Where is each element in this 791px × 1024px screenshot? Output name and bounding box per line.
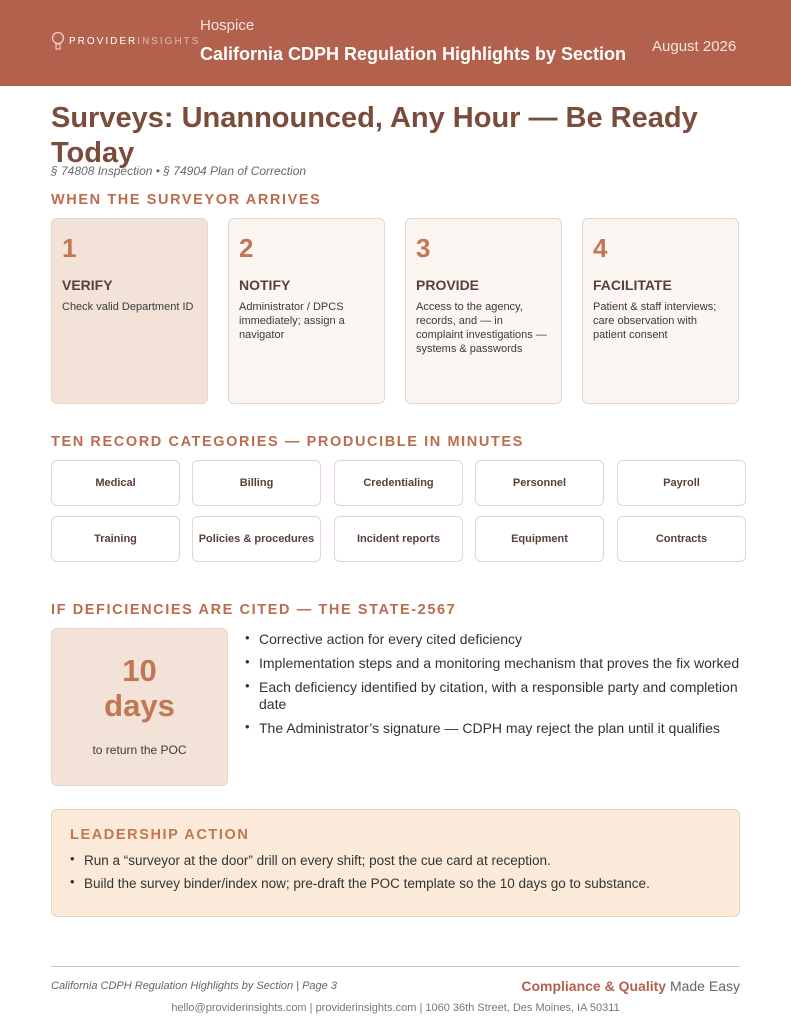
record-category: Equipment <box>475 516 604 562</box>
arrival-heading: WHEN THE SURVEYOR ARRIVES <box>51 192 322 208</box>
deadline-number: 10 <box>122 653 157 688</box>
record-category: Personnel <box>475 460 604 506</box>
records-heading: TEN RECORD CATEGORIES — PRODUCIBLE IN MINUTES <box>51 434 524 450</box>
step-number: 3 <box>416 233 431 263</box>
step-description: Patient & staff interviews; care observation with patient consent <box>593 301 717 341</box>
step-number: 4 <box>593 233 608 263</box>
step-card-provide <box>405 218 562 404</box>
step-description: Access to the agency, records, and — in complaint investigations — systems & passwords <box>416 301 547 355</box>
list-item: • Implementation steps and a monitoring mechanism that proves the fix worked <box>245 655 745 672</box>
step-number: 1 <box>62 233 77 263</box>
deadline-caption: to return the POC <box>92 743 187 757</box>
leadership-heading: LEADERSHIP ACTION <box>70 827 250 843</box>
footer-page-info: California CDPH Regulation Highlights by Section | Page 3 <box>51 980 337 992</box>
record-category: Payroll <box>617 460 746 506</box>
record-category: Policies & procedures <box>192 516 321 562</box>
step-card-verify <box>51 218 208 404</box>
record-category: Incident reports <box>334 516 463 562</box>
footer-contact: hello@providerinsights.com | providerinsights.com | 1060 36th Street, Des Moines, IA 50311 <box>171 1002 620 1014</box>
header-date: August 2026 <box>652 38 737 55</box>
record-category: Training <box>51 516 180 562</box>
logo <box>51 30 200 52</box>
leadership-action-box <box>51 809 740 917</box>
step-description: Check valid Department ID <box>62 301 194 313</box>
step-label: FACILITATE <box>593 277 672 293</box>
step-label: PROVIDE <box>416 277 480 293</box>
page-header <box>0 0 791 86</box>
record-category: Credentialing <box>334 460 463 506</box>
deficiencies-heading: IF DEFICIENCIES ARE CITED — THE STATE-2567 <box>51 602 457 618</box>
step-description: Administrator / DPCS immediately; assign a navigator <box>239 301 345 341</box>
record-category: Medical <box>51 460 180 506</box>
step-label: VERIFY <box>62 277 113 293</box>
list-item: • Each deficiency identified by citation, with a responsible party and completion date <box>245 679 745 713</box>
lightbulb-icon <box>51 30 65 52</box>
deadline-unit: days <box>104 688 175 723</box>
list-item: • Build the survey binder/index now; pre-draft the POC template so the 10 days go to substance. <box>70 875 720 892</box>
poc-requirements-list <box>245 631 745 744</box>
deadline-box <box>51 628 228 786</box>
list-item: • Run a “surveyor at the door” drill on every shift; post the cue card at reception. <box>70 852 720 869</box>
record-category: Billing <box>192 460 321 506</box>
record-category: Contracts <box>617 516 746 562</box>
logo-accent-text: INSIGHTS <box>137 35 201 47</box>
tagline-bold: Compliance & Quality <box>521 978 667 994</box>
header-title: California CDPH Regulation Highlights by Section <box>200 44 627 64</box>
footer-tagline <box>521 978 740 994</box>
header-category: Hospice <box>200 17 255 34</box>
tagline-rest: Made Easy <box>666 978 740 994</box>
page-title: Surveys: Unannounced, Any Hour — Be Ready Today <box>51 102 698 169</box>
step-label: NOTIFY <box>239 277 291 293</box>
step-card-notify <box>228 218 385 404</box>
list-item: • The Administrator’s signature — CDPH may reject the plan until it qualifies <box>245 720 745 737</box>
step-card-facilitate <box>582 218 739 404</box>
logo-main-text: PROVIDER <box>69 35 138 47</box>
page-subtitle: § 74808 Inspection • § 74904 Plan of Correction <box>51 164 307 178</box>
list-item: • Corrective action for every cited deficiency <box>245 631 745 648</box>
leadership-list <box>70 852 720 898</box>
step-number: 2 <box>239 233 254 263</box>
footer-divider <box>51 966 740 967</box>
